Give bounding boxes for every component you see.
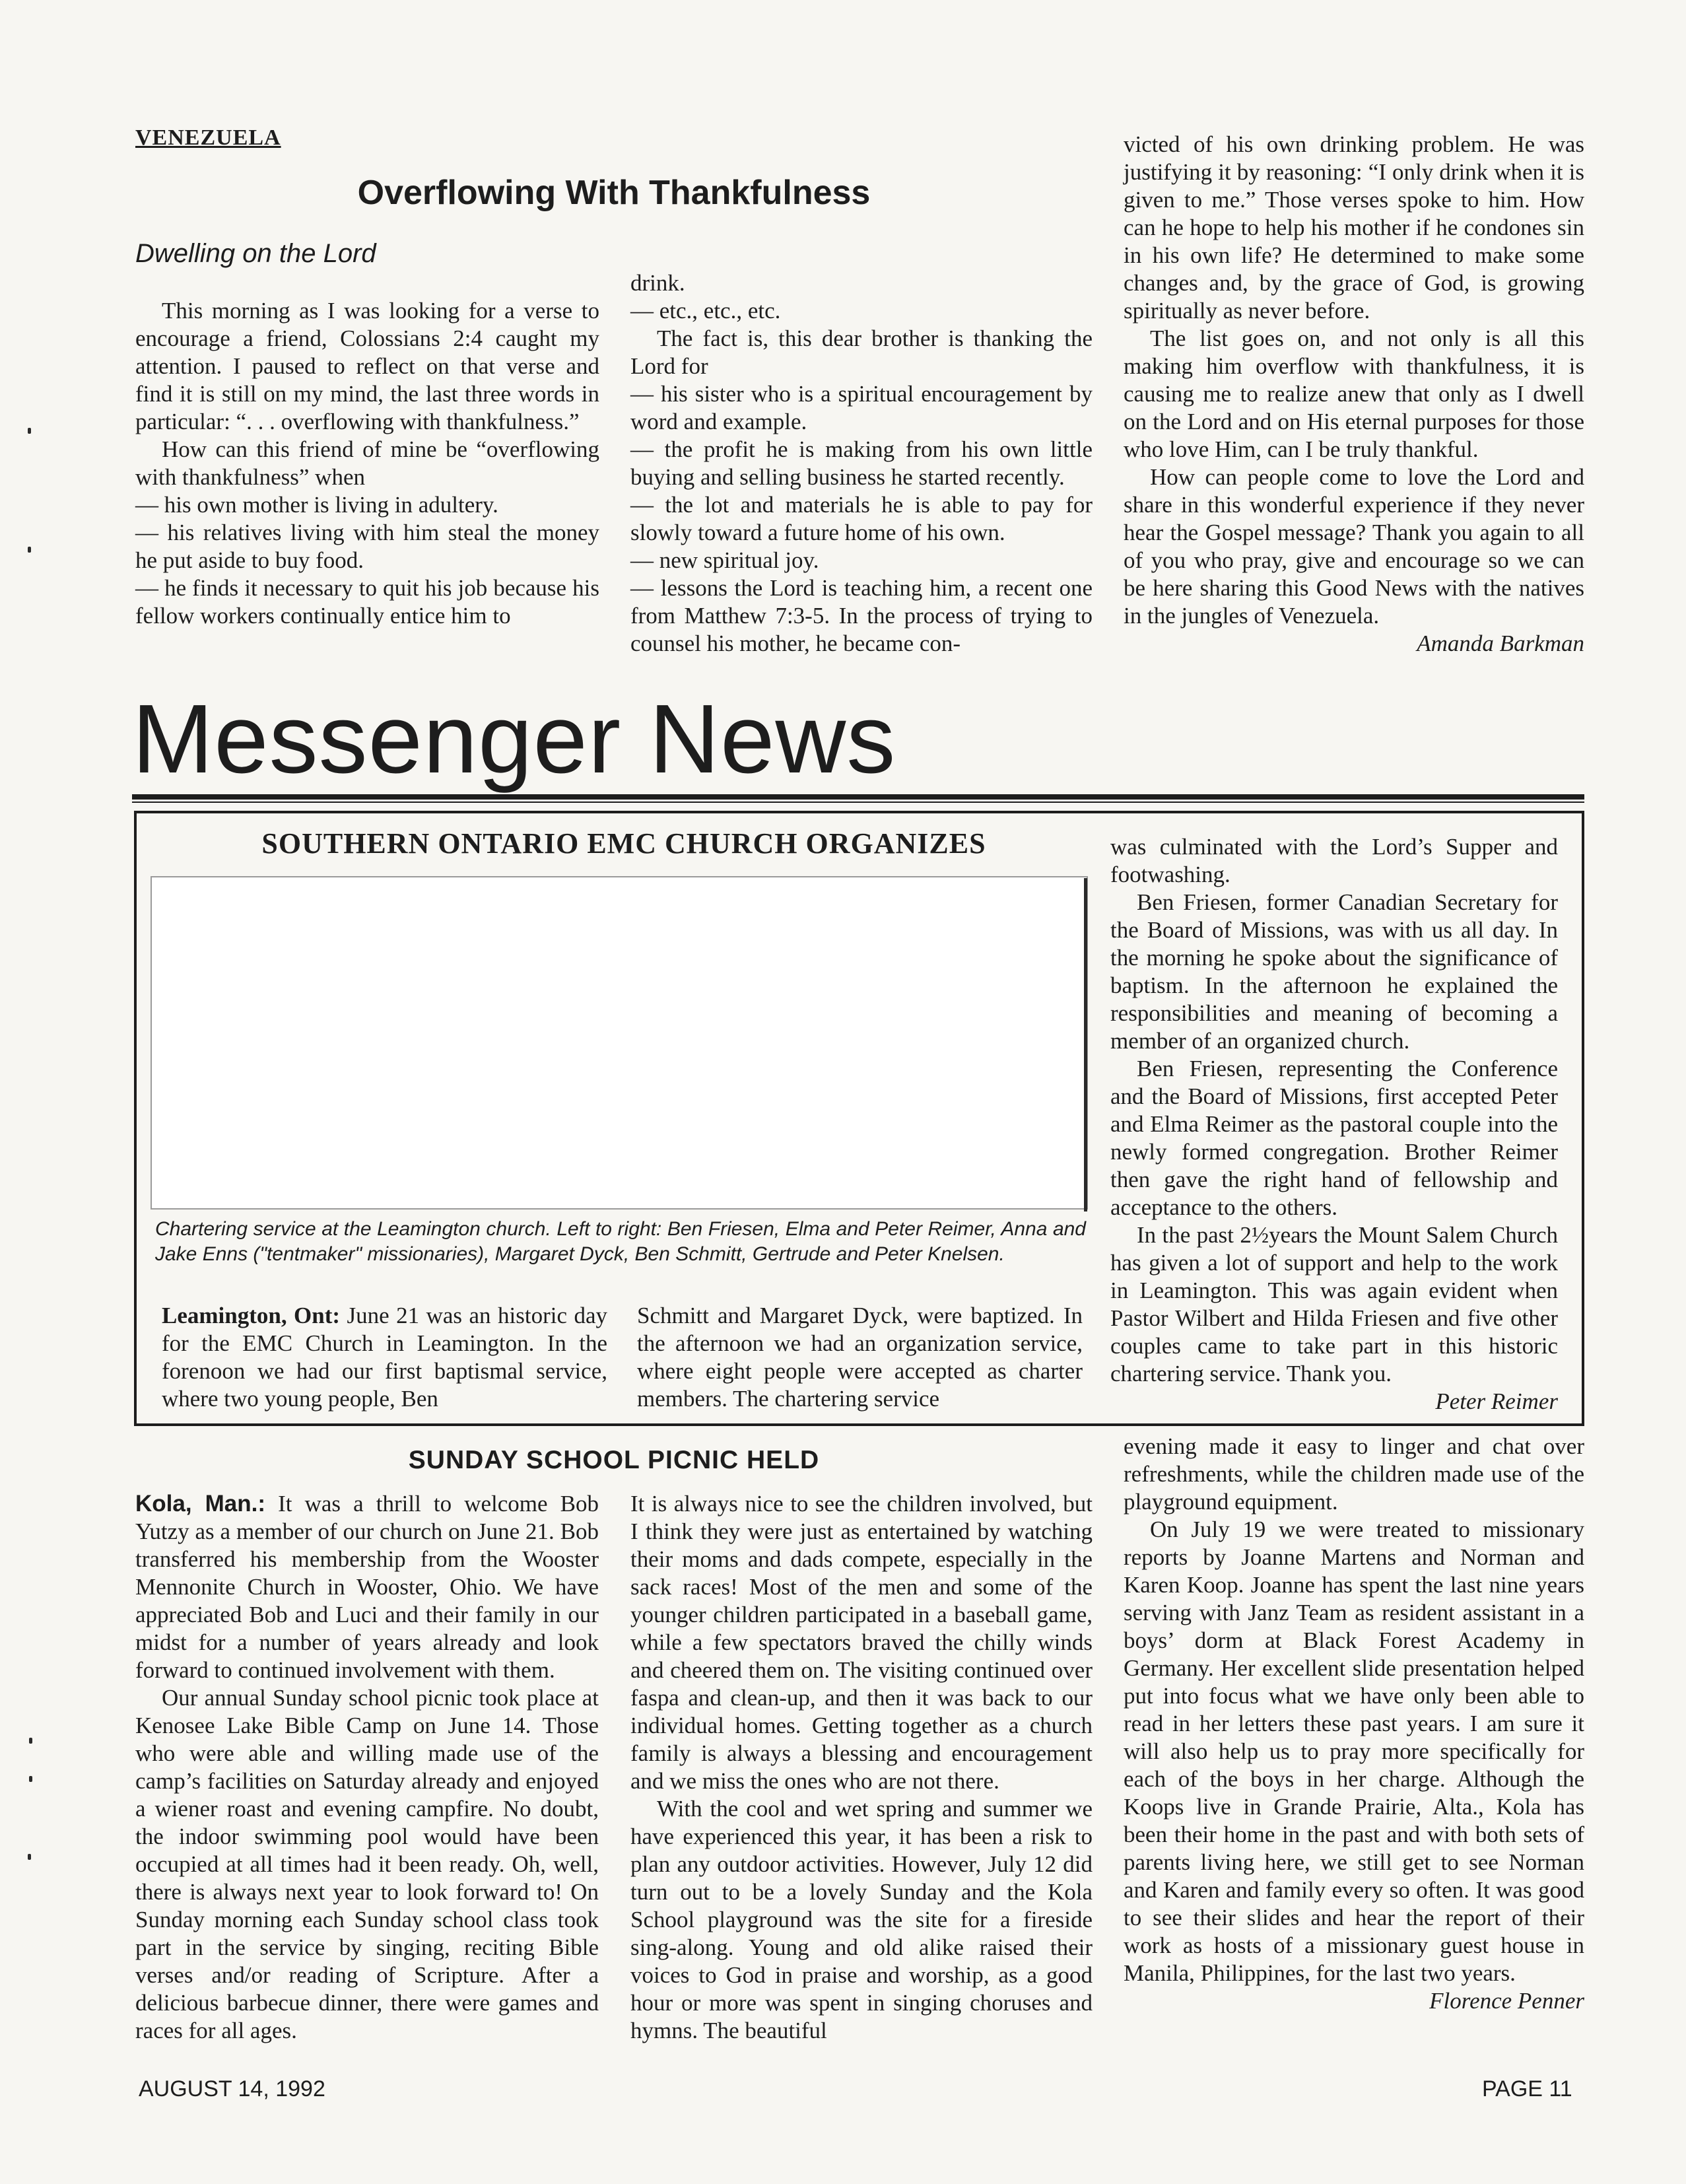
paragraph: How can this friend of mine be “overflowing with thankfulness” when: [135, 436, 599, 490]
dateline: Leamington, Ont:: [162, 1303, 341, 1328]
article-column-1: [135, 297, 599, 630]
paragraph: June 21 was an historic day for the EMC Church in Leamington. In the forenoon we had our first baptismal service, where two young people, Ben: [162, 1303, 607, 1412]
footer-date: AUGUST 14, 1992: [139, 2076, 325, 2101]
paragraph: How can people come to love the Lord and share in this wonderful experience if they never hear the Gospel message? Thank you again to all of you who pray, give and encourage so we can be here sharing this Good News with the natives in the jungles of Venezuela.: [1124, 464, 1584, 629]
article-subtitle: Dwelling on the Lord: [135, 239, 376, 268]
article-signature: Amanda Barkman: [1417, 631, 1584, 656]
picnic-column-1: [135, 1490, 599, 2045]
section-label: VENEZUELA: [135, 125, 281, 150]
masthead-title: Messenger News: [132, 685, 896, 794]
scan-speck: [29, 1738, 32, 1744]
paragraph: Ben Friesen, representing the Conference and the Board of Missions, first accepted Peter and Elma Reimer as the pastoral couple into the newly formed congregation. Brother Reimer then gave the right hand of fellowship and acceptance to the others.: [1110, 1056, 1558, 1220]
dateline: Kola, Man.:: [135, 1491, 266, 1517]
scan-speck: [29, 1776, 32, 1782]
box-column-1: [162, 1302, 607, 1413]
list-item: — the lot and materials he is able to pay for slowly toward a future home of his own.: [630, 492, 1093, 545]
paragraph: This morning as I was looking for a verse to encourage a friend, Colossians 2:4 caught my attention. I paused to reflect on that verse and find it is still on my mind, the last three words in particular: “. . . overflowing with thankfulness.”: [135, 298, 599, 434]
paragraph: drink.: [630, 270, 685, 296]
photo: [151, 876, 1088, 1210]
picnic-column-2: [630, 1490, 1093, 2045]
masthead-rule-thin: [132, 802, 1584, 803]
list-item: — he finds it necessary to quit his job because his fellow workers continually entice him to: [135, 575, 599, 629]
list-item: — lessons the Lord is teaching him, a recent one from Matthew 7:3-5. In the process of trying to counsel his mother, he became con-: [630, 575, 1093, 656]
paragraph: Schmitt and Margaret Dyck, were baptized. In the afternoon we had an organization service, where eight people were accepted as charter members. The chartering service: [637, 1303, 1083, 1412]
scan-speck: [28, 547, 31, 553]
paragraph: was culminated with the Lord’s Supper and footwashing.: [1110, 834, 1558, 887]
scan-speck: [28, 428, 31, 434]
paragraph: The list goes on, and not only is all this making him overflow with thankfulness, it is causing me to realize anew that only as I dwell on the Lord and on His eternal purposes for those who love Him, can I be truly thankful.: [1124, 325, 1584, 462]
list-item: — his own mother is living in adultery.: [135, 492, 498, 518]
paragraph: It is always nice to see the children involved, but I think they were just as entertained by watching their moms and dads compete, especially in the sack races! Most of the men and some of the younger children participated in a baseball game, while a few spectators braved the chilly winds and cheered them on. The visiting continued over faspa and clean-up, and then it was back to our individual homes. Getting together as a church family is always a blessing and encouragement and we miss the ones who are not there.: [630, 1491, 1093, 1794]
box-column-3: [1110, 833, 1558, 1416]
paragraph: With the cool and wet spring and summer we have experienced this year, it has been a risk to plan any outdoor activities. However, July 12 did turn out to be a lovely Sunday and the Kola School playground was the site for a fireside sing-along. Young and old alike raised their voices to God in praise and worship, as a good hour or more was spent in singing choruses and hymns. The beautiful: [630, 1796, 1093, 2043]
scan-speck: [28, 1854, 31, 1860]
paragraph: It was a thrill to welcome Bob Yutzy as a member of our church on June 21. Bob transferred his membership from the Wooster Mennonite Church in Wooster, Ohio. We have appreciated Bob and Luci and their family in our midst for a number of years already and look forward to continued involvement with them.: [135, 1491, 599, 1683]
list-item: — new spiritual joy.: [630, 547, 819, 573]
list-item: — the profit he is making from his own little buying and selling business he started recently.: [630, 436, 1093, 490]
photo-caption: Chartering service at the Leamington church. Left to right: Ben Friesen, Elma and Peter Reimer, Anna and Jake Enns ("tentmaker" missionaries), Margaret Dyck, Ben Schmitt, Gertrude and Peter Knelsen.: [155, 1218, 1086, 1265]
photo-edge: [1084, 878, 1087, 1211]
list-item: — etc., etc., etc.: [630, 298, 781, 324]
box-signature: Peter Reimer: [1435, 1388, 1558, 1414]
article-title: Overflowing With Thankfulness: [357, 174, 871, 212]
masthead-rule: [132, 794, 1584, 800]
picnic-headline: SUNDAY SCHOOL PICNIC HELD: [408, 1446, 820, 1474]
box-column-2: [637, 1302, 1083, 1413]
picnic-column-3: [1124, 1433, 1584, 2015]
paragraph: victed of his own drinking problem. He was justifying it by reasoning: “I only drink when it is given to me.” Those verses spoke to him. How can he hope to help his mother if he condones sin in his own life? He determined to make some changes and, by the grace of God, is growing spiritually as never before.: [1124, 131, 1584, 324]
footer-page-number: PAGE 11: [1482, 2076, 1572, 2101]
picnic-signature: Florence Penner: [1429, 1988, 1584, 2014]
paragraph: Our annual Sunday school picnic took place at Kenosee Lake Bible Camp on June 14. Those who were able and willing made use of the camp’s facilities on Saturday already and enjoyed a wiener roast and evening campfire. No doubt, the indoor swimming pool would have been occupied at all times had it been ready. Oh, well, there is always next year to look forward to! On Sunday morning each Sunday school class took part in the service by singing, reciting Bible verses and/or reading of Scripture. After a delicious barbecue dinner, there were games and races for all ages.: [135, 1685, 599, 2043]
list-item: — his relatives living with him steal the money he put aside to buy food.: [135, 520, 599, 573]
paragraph: On July 19 we were treated to missionary reports by Joanne Martens and Norman and Karen Koop. Joanne has spent the last nine years serving with Janz Team as resident assistant in a boys’ dorm at Black Forest Academy in Germany. Her excellent slide presentation helped put into focus what we have only been able to read in her letters these past years. I am sure it will also help us to pray more specifically for each of the boys in her charge. Although the Koops live in Grande Prairie, Alta., Kola has been their home in the past and with both sets of parents living here, we still get to see Norman and Karen and family every so often. It was good to see their slides and hear the report of their work as hosts of a missionary guest house in Manila, Philippines, for the last two years.: [1124, 1517, 1584, 1986]
paragraph: evening made it easy to linger and chat over refreshments, while the children made use of the playground equipment.: [1124, 1433, 1584, 1515]
paragraph: The fact is, this dear brother is thanking the Lord for: [630, 325, 1093, 379]
article-column-3: [1124, 131, 1584, 658]
paragraph: Ben Friesen, former Canadian Secretary for the Board of Missions, was with us all day. In the morning he spoke about the significance of baptism. In the afternoon he explained the responsibilities and meaning of becoming a member of an organized church.: [1110, 889, 1558, 1054]
list-item: — his sister who is a spiritual encouragement by word and example.: [630, 381, 1093, 434]
paragraph: In the past 2½years the Mount Salem Church has given a lot of support and help to the work in Leamington. This was again evident when Pastor Wilbert and Hilda Friesen and five other couples came to take part in this historic chartering service. Thank you.: [1110, 1222, 1558, 1386]
article-column-2: [630, 269, 1093, 658]
box-headline: SOUTHERN ONTARIO EMC CHURCH ORGANIZES: [261, 827, 986, 860]
